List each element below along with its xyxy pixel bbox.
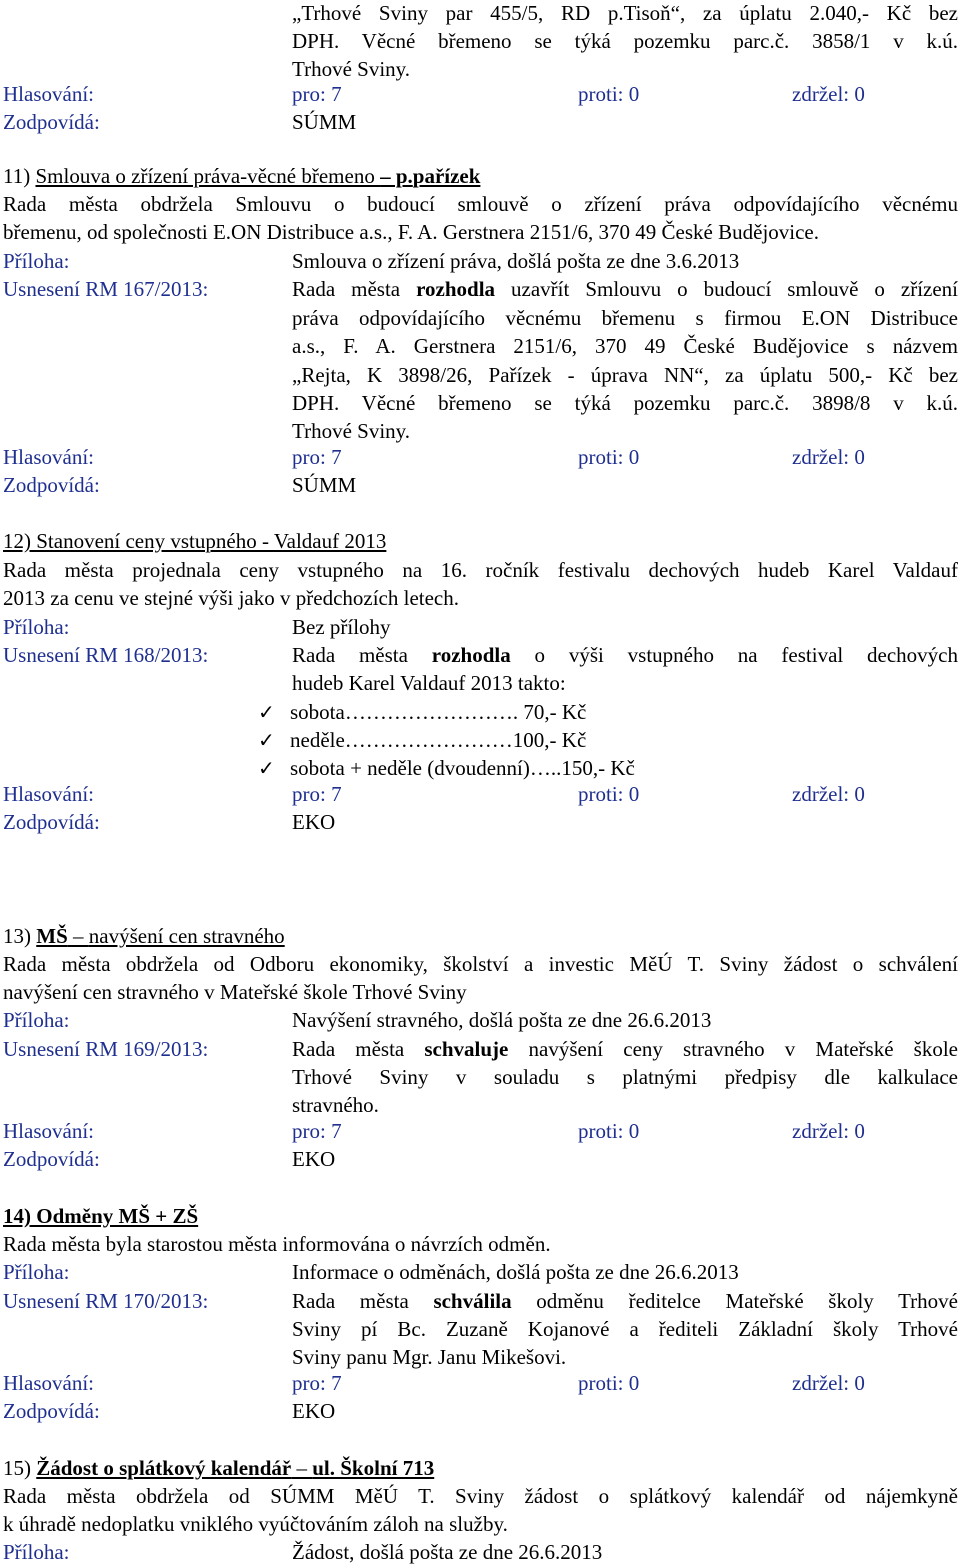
attachment-value: Smlouva o zřízení práva, došlá pošta ze dne 3.6.2013 <box>292 249 740 273</box>
vote-pro: pro: 7 <box>292 82 342 106</box>
vote-abstain: zdržel: 0 <box>792 82 865 106</box>
list-item: ✓ sobota + neděle (dvoudenní)…..150,- Kč <box>258 756 635 780</box>
text-line: břemenu, od společnosti E.ON Distribuce a.s., F. A. Gerstnera 2151/6, 370 49 České Budějovice. <box>3 220 820 244</box>
attachment-label: Příloha: <box>3 1540 70 1564</box>
attachment-value: Bez přílohy <box>292 615 391 639</box>
voting-label: Hlasování: <box>3 1119 94 1143</box>
vote-contra: proti: 0 <box>578 782 640 806</box>
voting-label: Hlasování: <box>3 445 94 469</box>
attachment-label: Příloha: <box>3 1008 70 1032</box>
attachment-value: Žádost, došlá pošta ze dne 26.6.2013 <box>292 1540 603 1564</box>
resolution-text: a.s., F. A. Gerstnera 2151/6, 370 49 České Budějovice s názvem <box>292 334 958 358</box>
resolution-text: Rada města rozhodla o výši vstupného na festival dechových <box>292 643 958 667</box>
text-line: Rada města obdržela Smlouvu o budoucí smlouvě o zřízení práva odpovídajícího věcnému <box>3 192 958 216</box>
vote-contra: proti: 0 <box>578 82 640 106</box>
responsible-label: Zodpovídá: <box>3 473 100 497</box>
resolution-text: Rada města schválila odměnu ředitelce Mateřské školy Trhové <box>292 1289 958 1313</box>
attachment-value: Informace o odměnách, došlá pošta ze dne 26.6.2013 <box>292 1260 739 1284</box>
voting-label: Hlasování: <box>3 782 94 806</box>
checkmark-icon: ✓ <box>258 728 275 752</box>
responsible-label: Zodpovídá: <box>3 1399 100 1423</box>
resolution-label: Usnesení RM 167/2013: <box>3 277 209 301</box>
text-line: k úhradě nedoplatku vniklého vyúčtováním záloh na služby. <box>3 1512 508 1536</box>
attachment-label: Příloha: <box>3 249 70 273</box>
text-line: Trhové Sviny. <box>292 57 411 81</box>
attachment-label: Příloha: <box>3 615 70 639</box>
responsible-label: Zodpovídá: <box>3 110 100 134</box>
resolution-text: Trhové Sviny v souladu s platnými předpisy dle kalkulace <box>292 1065 958 1089</box>
resolution-text: Sviny panu Mgr. Janu Mikešovi. <box>292 1345 567 1369</box>
resolution-text: Rada města rozhodla uzavřít Smlouvu o budoucí smlouvě o zřízení <box>292 277 958 301</box>
list-item: ✓ sobota……………………. 70,- Kč <box>258 700 587 724</box>
list-item: ✓ neděle……………………100,- Kč <box>258 728 587 752</box>
text-line: Rada města obdržela od SÚMM MěÚ T. Sviny žádost o splátkový kalendář od nájemkyně <box>3 1484 958 1508</box>
resolution-label: Usnesení RM 169/2013: <box>3 1037 209 1061</box>
section-heading-11: 11) Smlouva o zřízení práva-věcné břemeno – p.pařízek <box>3 164 481 188</box>
resolution-text: stravného. <box>292 1093 379 1117</box>
section-heading-12: 12) Stanovení ceny vstupného - Valdauf 2013 <box>3 529 387 553</box>
vote-pro: pro: 7 <box>292 1371 342 1395</box>
voting-label: Hlasování: <box>3 82 94 106</box>
text-line: DPH. Věcné břemeno se týká pozemku parc.č. 3858/1 v k.ú. <box>292 29 958 53</box>
vote-abstain: zdržel: 0 <box>792 445 865 469</box>
resolution-text: Rada města schvaluje navýšení ceny stravného v Mateřské škole <box>292 1037 958 1061</box>
attachment-value: Navýšení stravného, došlá pošta ze dne 26.6.2013 <box>292 1008 712 1032</box>
resolution-text: Trhové Sviny. <box>292 419 411 443</box>
vote-pro: pro: 7 <box>292 782 342 806</box>
text-line: Rada města obdržela od Odboru ekonomiky, školství a investic MěÚ T. Sviny žádost o schválení <box>3 952 958 976</box>
vote-pro: pro: 7 <box>292 1119 342 1143</box>
checkmark-icon: ✓ <box>258 756 275 780</box>
responsible-value: SÚMM <box>292 110 357 134</box>
attachment-label: Příloha: <box>3 1260 70 1284</box>
vote-abstain: zdržel: 0 <box>792 1119 865 1143</box>
resolution-text: DPH. Věcné břemeno se týká pozemku parc.č. 3898/8 v k.ú. <box>292 391 958 415</box>
vote-contra: proti: 0 <box>578 445 640 469</box>
resolution-text: Sviny pí Bc. Zuzaně Kojanové a řediteli Základní školy Trhové <box>292 1317 958 1341</box>
responsible-value: SÚMM <box>292 473 357 497</box>
section-heading-13: 13) MŠ – navýšení cen stravného <box>3 924 285 948</box>
resolution-label: Usnesení RM 170/2013: <box>3 1289 209 1313</box>
resolution-text: hudeb Karel Valdauf 2013 takto: <box>292 671 566 695</box>
resolution-label: Usnesení RM 168/2013: <box>3 643 209 667</box>
vote-contra: proti: 0 <box>578 1119 640 1143</box>
text-line: Rada města projednala ceny vstupného na 16. ročník festivalu dechových hudeb Karel Valdauf <box>3 558 958 582</box>
text-line: navýšení cen stravného v Mateřské škole Trhové Sviny <box>3 980 467 1004</box>
text-line: 2013 za cenu ve stejné výši jako v předchozích letech. <box>3 586 459 610</box>
responsible-value: EKO <box>292 1399 336 1423</box>
responsible-label: Zodpovídá: <box>3 1147 100 1171</box>
resolution-text: „Rejta, K 3898/26, Pařízek - úprava NN“, za úplatu 500,- Kč bez <box>292 363 958 387</box>
text-line: Rada města byla starostou města informována o návrzích odměn. <box>3 1232 551 1256</box>
vote-contra: proti: 0 <box>578 1371 640 1395</box>
checkmark-icon: ✓ <box>258 700 275 724</box>
responsible-label: Zodpovídá: <box>3 810 100 834</box>
resolution-text: práva odpovídajícího věcnému břemenu s firmou E.ON Distribuce <box>292 306 958 330</box>
text-line: „Trhové Sviny par 455/5, RD p.Tisoň“, za úplatu 2.040,- Kč bez <box>292 1 958 25</box>
voting-label: Hlasování: <box>3 1371 94 1395</box>
responsible-value: EKO <box>292 810 336 834</box>
vote-abstain: zdržel: 0 <box>792 1371 865 1395</box>
section-heading-14: 14) Odměny MŠ + ZŠ <box>3 1204 199 1228</box>
vote-abstain: zdržel: 0 <box>792 782 865 806</box>
responsible-value: EKO <box>292 1147 336 1171</box>
vote-pro: pro: 7 <box>292 445 342 469</box>
section-heading-15: 15) Žádost o splátkový kalendář – ul. Školní 713 <box>3 1456 435 1480</box>
